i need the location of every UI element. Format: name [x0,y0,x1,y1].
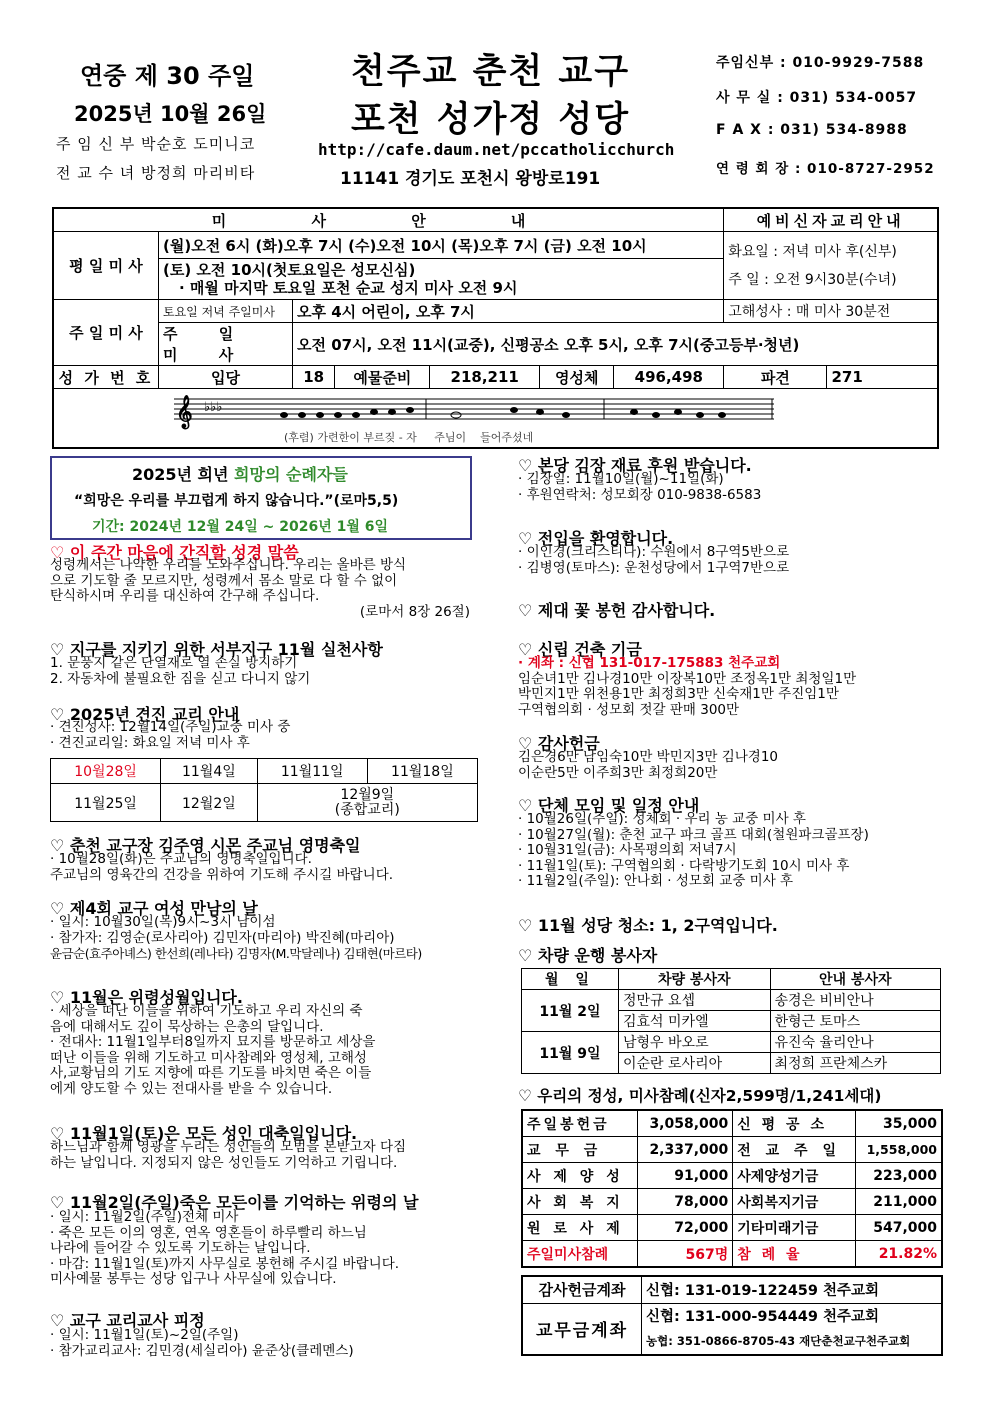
hymn-offertory-label: 예물준비 [335,366,430,389]
vehicle-driver: 김효석 미카엘 [619,1011,771,1032]
vehicle-header: 차량 봉사자 [619,969,771,990]
offering-label: 기타미래기금 [733,1215,855,1241]
svg-text:𝄞: 𝄞 [176,395,193,428]
confirm-date: 11월11일 [257,759,367,784]
offering-label: 사 제 양 성 [522,1163,637,1189]
confirm-date: 11월18일 [367,759,477,784]
offering-value: 78,000 [637,1189,732,1215]
souls-month-body: · 세상을 떠난 이들을 위하여 기도하고 우리 자신의 죽 음에 대해서도 깊이 묵상하는 은총의 달입니다. · 전대사: 11월1일부터8일까지 묘지를 방문하고 세상을 떠난 이들을 위해 기도하고 미사참례와 영성체, 고해성 사,교황님의 기도 지향에 따른 기도를 바치면 죽은 이들 에게 양도할 수 있는 전대사를 받을 수 있습니다. [50,1003,376,1097]
building-body: · 계좌 : 신협 131-017-175883 천주교회 임순녀1만 김나경10만 이장복10만 조정옥1만 최청일1만 박민지1만 위천용1만 최정희3만 신숙재1만 주진임1만 구역협의회 · 성모회 젓갈 판매 300만 [518,655,857,718]
earth-body: 1. 문풍지 같은 단열재로 열 손실 방지하기 2. 자동차에 불필요한 짐을 싣고 다니지 않기 [50,655,311,687]
catechumen-times: 화요일 : 저녁 미사 후(신부) 주 일 : 오전 9시30분(수녀) [724,232,938,300]
hymn-offertory-value: 218,211 [430,366,540,389]
building-title: ♡ 신립 건축 기금 [518,640,642,659]
sunday-label: 주 일 미 사 [53,300,159,366]
thanks-account-label: 감사헌금계좌 [522,1276,642,1303]
hymn-dismissal-label: 파견 [724,366,827,389]
contact-office: 사 무 실 : 031) 534-0057 [716,90,918,106]
sat-evening-times: 오후 4시 어린이, 오후 7시 [293,300,724,323]
mass-schedule-table [52,207,939,449]
offering-table [521,1109,943,1268]
hymn-dismissal-value: 271 [827,366,938,389]
retreat-title: ♡ 교구 교리교사 피정 [50,1311,205,1330]
contact-fax: F A X : 031) 534-8988 [716,122,908,138]
offering-value: 3,058,000 [637,1110,732,1137]
retreat-body: · 일시: 11월1일(토)~2일(주일) · 참가교리교사: 김민경(세실리아) 윤준상(클레멘스) [50,1327,354,1359]
vehicle-table [521,968,941,1074]
vehicle-driver: 남형우 바오로 [619,1032,771,1053]
confirm-date: 11월4일 [161,759,257,784]
vehicle-guide: 유진숙 율리안나 [770,1032,940,1053]
issue-date: 2025년 10월 26일 [74,102,267,126]
scripture-body: 성령께서는 나약한 우리를 도와주십니다. 우리는 올바른 방식 으로 기도할 줄 모르지만, 성령께서 몸소 말로 다 할 수 없이 탄식하시며 우리를 대신하여 간구해 주십니다. (로마서 8장 26절) [50,557,470,620]
offering-title: ♡ 우리의 정성, 미사참례(신자2,599명/1,241세대) [518,1087,882,1105]
confirm-date: 12월2일 [161,784,257,822]
diocese-title: 천주교 춘천 교구 [350,52,631,92]
psalm-score [53,389,938,449]
weekday-times: (월)오전 6시 (화)오후 7시 (수)오전 10시 (목)오후 7시 (금) 오전 10시 [159,232,724,259]
vehicle-guide: 한형근 토마스 [770,1011,940,1032]
flowers-title: ♡ 제대 꽃 봉헌 감사합니다. [518,601,716,620]
offering-label: 신 평 공 소 [733,1110,855,1137]
confession-info: 고해성사 : 매 미사 30분전 [724,300,938,323]
saturday-times: (토) 오전 10시(첫토요일은 성모신심) · 매월 마지막 토요일 포천 순교 성지 미사 오전 9시 [159,259,724,300]
contact-funeral: 연 령 회 장 : 010-8727-2952 [716,161,935,177]
offering-label: 사회복지기금 [733,1189,855,1215]
allsaints-body: 하느님과 함께 영광을 누리는 성인들의 모범을 본받고자 다짐 하는 날입니다. 지정되지 않은 성인들도 기억하고 기립니다. [50,1139,407,1171]
offering-value: 35,000 [855,1110,942,1137]
earth-title: ♡ 지구를 지키기 위한 서부지구 11월 실천사항 [50,640,383,659]
thanks-account-value: 신협: 131-019-122459 천주교회 [642,1276,943,1303]
vehicle-header: 월 일 [522,969,619,990]
allsouls-title: ♡ 11월2일(주일)죽은 모든이를 기억하는 위령의 날 [50,1193,419,1212]
jubilee-period: 기간: 2024년 12월 24일 ~ 2026년 1월 6일 [92,519,389,535]
offering-label: 사 회 복 지 [522,1189,637,1215]
kimchi-body: · 김장일: 11월10일(월)~11일(화) · 후원연락처: 성모회장 010-9838-6583 [518,471,762,503]
women-body: · 일시: 10월30일(목)9시~3시 남이섬 · 참가자: 김영순(로사리아) 김민자(마리아) 박진혜(마리아) 윤금순(효주아녜스) 한선희(레나타) 김명자(M.막달레나) 김태현(마르타) [50,914,422,961]
offering-value: 2,337,000 [637,1137,732,1163]
attendance-label: 주일미사참례 [522,1241,637,1268]
contact-pastor: 주임신부 : 010-9929-7588 [716,55,925,71]
sat-evening-label: 토요일 저녁 주일미사 [159,300,293,323]
offering-label: 주일봉헌금 [522,1110,637,1137]
groups-title: ♡ 단체 모임 및 일정 안내 [518,796,700,815]
offering-label: 교 무 금 [522,1137,637,1163]
offering-value: 211,000 [855,1189,942,1215]
confirm-title: ♡ 2025년 견진 교리 안내 [50,705,240,724]
hymn-entrance-value: 18 [293,366,335,389]
catechumen-title: 예비신자교리안내 [724,208,938,232]
bishop-body: · 10월28일(화)은 주교님의 영명축일입니다. 주교님의 영육간의 건강을 위하여 기도해 주시길 바랍니다. [50,851,394,883]
jubilee-quote: “희망은 우리를 부끄럽게 하지 않습니다.”(로마5,5) [74,493,399,509]
hymn-communion-label: 영성체 [540,366,614,389]
offering-label: 전 교 주 일 [733,1137,855,1163]
offering-label: 원 로 사 제 [522,1215,637,1241]
jubilee-title: 2025년 희년 희망의 순례자들 [132,465,348,484]
hymn-label: 성 가 번 호 [53,366,159,389]
welcome-body: · 이인경(크리스티나): 수원에서 8구역5반으로 · 김병영(토마스): 운천성당에서 1구역7반으로 [518,544,790,576]
vehicle-driver: 정만규 요셉 [619,990,771,1011]
allsaints-title: ♡ 11월1일(토)은 모든 성인 대축일입니다. [50,1124,358,1143]
hymn-communion-value: 496,498 [614,366,724,389]
vehicle-header: 안내 봉사자 [770,969,940,990]
sunday-mass-times: 오전 07시, 오전 11시(교중), 신평공소 오후 5시, 오후 7시(중고등부·청년) [293,323,939,366]
offering-value: 91,000 [637,1163,732,1189]
hymn-entrance-label: 입당 [159,366,293,389]
parish-address: 11141 경기도 포천시 왕방로191 [340,169,601,189]
pastor-name: 주 임 신 부 박순호 도미니코 [56,135,256,153]
attendance-value: 567명 [637,1241,732,1268]
vehicle-date: 11월 2일 [522,990,619,1032]
liturgical-week: 연중 제 30 주일 [80,62,255,90]
confirm-date-final: 12월9일 (종합교리) [257,784,477,822]
attendance-rate-value: 21.82% [855,1241,942,1268]
women-title: ♡ 제4회 교구 여성 만남의 날 [50,899,258,918]
tithe-account-value: 신협: 131-000-954449 천주교회 농협: 351-0866-8705-43 재단춘천교구천주교회 [642,1303,943,1355]
svg-text:♭♭♭: ♭♭♭ [204,400,223,415]
confirm-date: 10월28일 [51,759,161,784]
scripture-title: ♡ 이 주간 마음에 간직할 성경 말씀 [50,543,299,562]
sister-name: 전 교 수 녀 방정희 마리비타 [56,164,256,182]
kimchi-title: ♡ 본당 김장 재료 후원 받습니다. [518,456,752,475]
vehicle-driver: 이순란 로사리아 [619,1053,771,1074]
vehicle-date: 11월 9일 [522,1032,619,1074]
offering-value: 72,000 [637,1215,732,1241]
vehicle-title: ♡ 차량 운행 봉사자 [518,946,658,965]
welcome-title: ♡ 전입을 환영합니다. [518,529,674,548]
attendance-rate-label: 참 례 율 [733,1241,855,1268]
weekday-label: 평 일 미 사 [53,232,159,300]
accounts-table [521,1275,943,1356]
offering-value: 223,000 [855,1163,942,1189]
offering-value: 1,558,000 [855,1137,942,1163]
cleaning-title: ♡ 11월 성당 청소: 1, 2구역입니다. [518,916,778,935]
bishop-title: ♡ 춘천 교구장 김주영 시몬 주교님 영명축일 [50,836,361,855]
offering-value: 547,000 [855,1215,942,1241]
tithe-account-label: 교무금계좌 [522,1303,642,1355]
groups-body: · 10월26일(주일): 성체회 · 우리 농 교중 미사 후 · 10월27일(월): 춘천 교구 파크 골프 대회(철원파크골프장) · 10월31일(금): 사목평의회 저녁7시 · 11월1일(토): 구역협의회 · 다락방기도회 10시 미사 후 · 11월2일(주일): 안나회 · 성모회 교중 미사 후 [518,811,869,889]
mass-title: 미 사 안 내 [53,208,724,232]
confirm-date: 11월25일 [51,784,161,822]
offering-label: 사제양성기금 [733,1163,855,1189]
sunday-mass-label: 주 일 미 사 [159,323,293,366]
vehicle-guide: 송경은 비비안나 [770,990,940,1011]
jubilee-box [50,456,472,540]
vehicle-guide: 최정희 프란체스카 [770,1053,940,1074]
cafe-url[interactable]: http://cafe.daum.net/pccatholicchurch [318,140,675,159]
allsouls-body: · 일시: 11월2일(주일)전체 미사 · 죽은 모든 이의 영혼, 연옥 영혼들이 하루빨리 하느님 나라에 들어갈 수 있도록 기도하는 날입니다. · 마감: 11월1일(토)까지 사무실로 봉헌해 주시길 바랍니다. 미사예물 봉투는 성당 입구나 사무실에 있습니다. [50,1209,400,1287]
psalm-lyrics: (후렴) 가련한이 부르짖 - 자 주님이 들어주셨네 [284,431,534,444]
souls-month-title: ♡ 11월은 위령성월입니다. [50,988,243,1007]
thanks-title: ♡ 감사헌금 [518,734,600,753]
confirm-schedule-table [50,758,478,822]
confirm-body: · 견진성사: 12월14일(주일)교중 미사 중 · 견진교리일: 화요일 저녁 미사 후 [50,719,291,751]
parish-title: 포천 성가정 성당 [350,100,631,140]
thanks-body: 김은경6만 남임숙10만 박민지3만 김나경10 이순란5만 이주희3만 최정희20만 [518,749,779,781]
